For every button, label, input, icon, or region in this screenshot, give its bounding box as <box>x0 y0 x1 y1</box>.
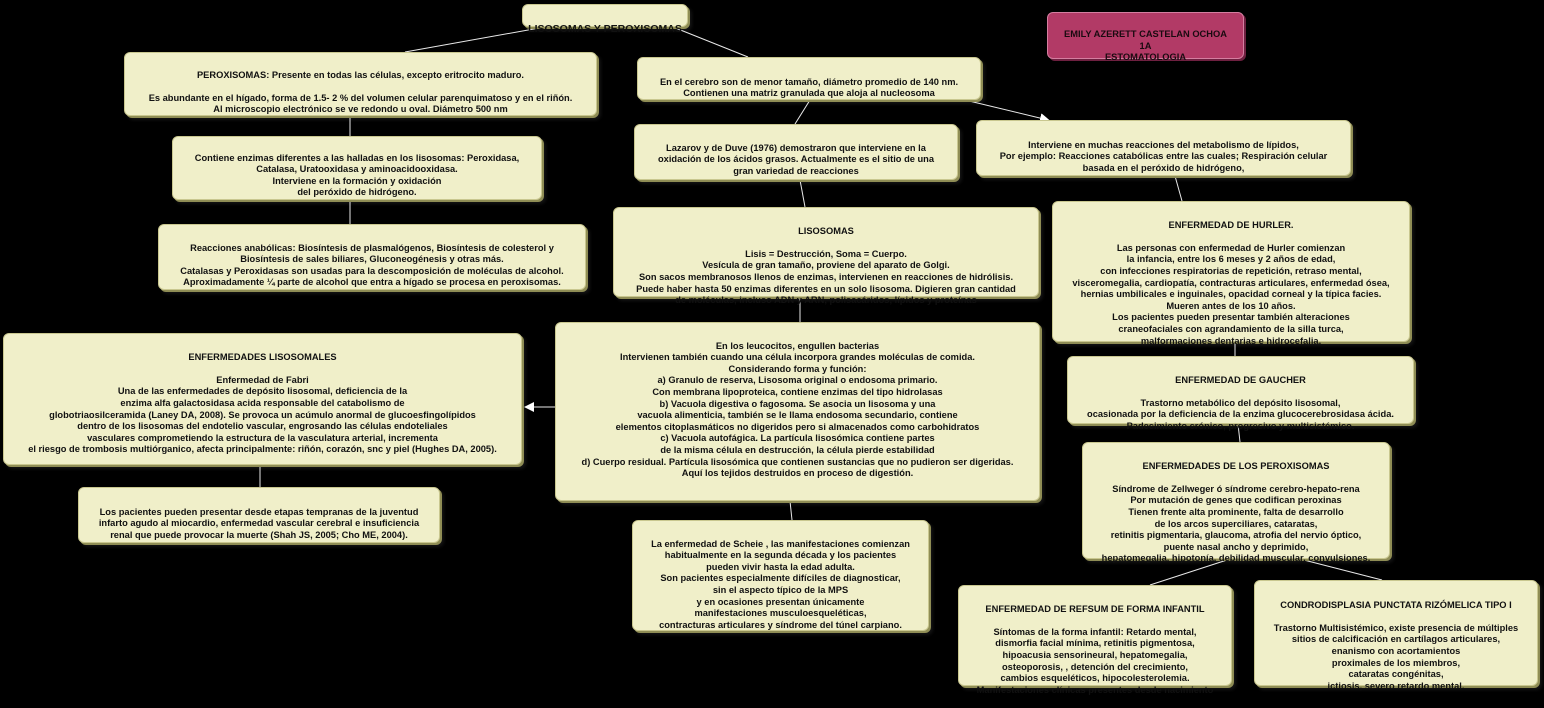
lisosomas-body: Lisis = Destrucción, Soma = Cuerpo. Vesícula de gran tamaño, proviene del aparato de Golgi. Son sacos membranosos llenos de enzimas, intervienen en reacciones de hidrólisis. Puede haber hasta 50 enzimas diferentes en un solo lisosoma. Digieren gran cantidad de moléculas, incluso ADN y ARN, polisacáridos, lípidos y proteínas <box>636 248 1016 306</box>
lisosomas-node <box>613 207 1039 306</box>
lazarov-body: Lazarov y de Duve (1976) demostraron que interviene en la oxidación de los ácidos grasos. Actualmente es el sitio de una gran variedad de reacciones <box>657 142 935 176</box>
lisosomales-title: ENFERMEDADES LISOSOMALES <box>188 351 337 362</box>
anabolicas-node <box>158 224 586 290</box>
refsum-body: Síntomas de la forma infantil: Retardo mental, dismorfia facial mínima, retinitis pigmentosa, hipoacusia sensorineural, hepatomegalia, osteoporosis, , detención del crecimiento, cambios esqueléticos, hipocolesterolemia. Manifestaciones clínicas presentes desde nacimiento <box>976 626 1214 695</box>
refsum-title: ENFERMEDAD DE REFSUM DE FORMA INFANTIL <box>985 603 1205 614</box>
leucocitos-body: En los leucocitos, engullen bacterias Intervienen también cuando una célula incorpora grandes moléculas de comida. Considerando forma y función: a) Granulo de reserva, Lisosoma original o endosoma primario. Con membrana lipoproteica, contiene enzimas del tipo hidrolasas b) Vacuola digestiva o fagosoma. Se asocia un lisosoma y una vacuola alimenticia, también se le llama endosoma secundario, contiene elementos citoplasmáticos no digeridos pero si almacenados como carbohidratos c) Vacuola autofágica. La partícula lisosómica contiene partes de la misma célula en destrucción, la célula pierde estabilidad d) Cuerpo residual. Partícula lisosómica que contienen sustancias que no pudieron ser digeridas. Aquí los tejidos destruidos en proceso de digestión. <box>581 340 1014 479</box>
hurler-title: ENFERMEDAD DE HURLER. <box>1168 219 1294 230</box>
link-title-cerebro <box>673 27 748 57</box>
lisosomales-node <box>3 333 522 465</box>
author-card <box>1047 12 1244 63</box>
condrodisplasia-node <box>1254 580 1538 691</box>
peroxisomas-title: PEROXISOMAS: Presente en todas las células, excepto eritrocito maduro. <box>196 69 525 80</box>
lipidos-node <box>976 120 1351 176</box>
main-title: LISOSOMAS Y PEROXISOMAS <box>528 23 682 35</box>
link-cerebro-lipidos <box>965 100 1048 120</box>
scheie-node <box>632 520 929 631</box>
lipidos-body: Interviene en muchas reacciones del metabolismo de lípidos, Por ejemplo: Reacciones catabólicas entre las cuales; Respiración celular basada en el peróxido de hidrógeno, <box>999 139 1328 173</box>
author-text: EMILY AZERETT CASTELAN OCHOA 1A ESTOMATOLOGIA <box>1064 29 1227 63</box>
condrodisplasia-body: Trastorno Multisistémico, existe presencia de múltiples sitios de calcificación en cartílagos articulares, enanismo con acortamientos proximales de los miembros, cataratas congénitas, ictiosis, severo retardo mental. <box>1273 622 1519 691</box>
lisosomales-body: Enfermedad de Fabri Una de las enfermedades de depósito lisosomal, deficiencia de la enzima alfa galactosidasa acida responsable del catabolismo de globotriaosilceramida (Laney DA, 2008). Se provoca un acúmulo anormal de glucoesfingolípidos dentro de los lisosomas del endotelio vascular, engrosando las células endoteliales vasculares comprometiendo la estructura de la vasculatura arterial, incrementa el riesgo de trombosis multiórganico, afecta principalmente: riñón, corazón, snc y piel (Hughes DA, 2005). <box>28 374 497 455</box>
anabolicas-body: Reacciones anabólicas: Biosíntesis de plasmalógenos, Biosíntesis de colesterol y Biosíntesis de sales biliares, Gluconeogénesis y otras más. Catalasas y Peroxidasas son usadas para la descomposición de moléculas de alcohol. Aproximadamente ¼ parte de alcohol que entra a hígado se procesa en peroxisomas. <box>180 242 564 288</box>
peroxisomales-node <box>1082 442 1390 564</box>
leucocitos-node <box>555 322 1040 501</box>
hurler-node <box>1052 201 1410 346</box>
gaucher-body: Trastorno metabólico del depósito lisosomal, ocasionada por la deficiencia de la enzima glucocerebrosidasa ácida. Padecimiento crónico, progresivo y multisistémico. <box>1087 397 1394 431</box>
cerebro-body: En el cerebro son de menor tamaño, diámetro promedio de 140 nm. Contienen una matriz granulada que aloja al nucleosoma <box>659 76 959 99</box>
gaucher-node <box>1067 356 1414 431</box>
gaucher-title: ENFERMEDAD DE GAUCHER <box>1175 374 1306 385</box>
condrodisplasia-title: CONDRODISPLASIA PUNCTATA RIZÓMELICA TIPO I <box>1280 599 1512 610</box>
lisosomas-title: LISOSOMAS <box>798 225 854 236</box>
peroxisomales-title: ENFERMEDADES DE LOS PEROXISOMAS <box>1142 460 1330 471</box>
link-leucocitos-scheie <box>790 501 792 520</box>
juventud-body: Los pacientes pueden presentar desde etapas tempranas de la juventud infarto agudo al miocardio, enfermedad vascular cerebral e insuficiencia renal que puede provocar la muerte (Shah JS, 2005; Cho ME, 2004). <box>98 506 420 540</box>
title-node <box>522 4 688 35</box>
peroxisomales-body: Síndrome de Zellweger ó síndrome cerebro-hepato-rena Por mutación de genes que codifican peroxinas Tienen frente alta prominente, falta de desarrollo de los arcos superciliares, cataratas, retinitis pigmentaria, glaucoma, atrofia del nervio óptico, puente nasal ancho y deprimido, hepatomegalia, hipotonía, debilidad muscular, convulsiones. <box>1101 483 1371 564</box>
refsum-node <box>958 585 1232 695</box>
peroxisomas-body: Es abundante en el hígado, forma de 1.5- 2 % del volumen celular parenquimatoso y en el riñón. Al microscopio electrónico se ve redondo u oval. Diámetro 500 nm <box>148 92 573 115</box>
peroxisomas-node <box>124 52 597 116</box>
enzimas-body: Contiene enzimas diferentes a las halladas en los lisosomas: Peroxidasa, Catalasa, Uratooxidasa y aminoacidooxidasa. Interviene en la formación y oxidación del peróxido de hidrógeno. <box>194 152 520 198</box>
scheie-body: La enfermedad de Scheie , las manifestaciones comienzan habitualmente en la segunda década y los pacientes pueden vivir hasta la edad adulta. Son pacientes especialmente difíciles de diagnosticar, sin el aspecto típico de la MPS y en ocasiones presentan únicamente manifestaciones musculoesqueléticas, contracturas articulares y síndrome del túnel carpiano. <box>651 538 910 630</box>
juventud-node <box>78 487 440 543</box>
hurler-body: Las personas con enfermedad de Hurler comienzan la infancia, entre los 6 meses y 2 años de edad, con infecciones respiratorias de repetición, retraso mental, visceromegalia, cardiopatía, contracturas articulares, enfermedad ósea, hernias umbilicales e inguinales, opacidad corneal y la típica facies. Mueren antes de los 10 años. Los pacientes pueden presentar también alteraciones craneofaciales con agrandamiento de la silla turca, malformaciones dentarias e hidrocefalia. <box>1072 242 1390 346</box>
enzimas-node <box>172 136 542 200</box>
cerebro-node <box>637 57 981 100</box>
lazarov-node <box>634 124 958 180</box>
